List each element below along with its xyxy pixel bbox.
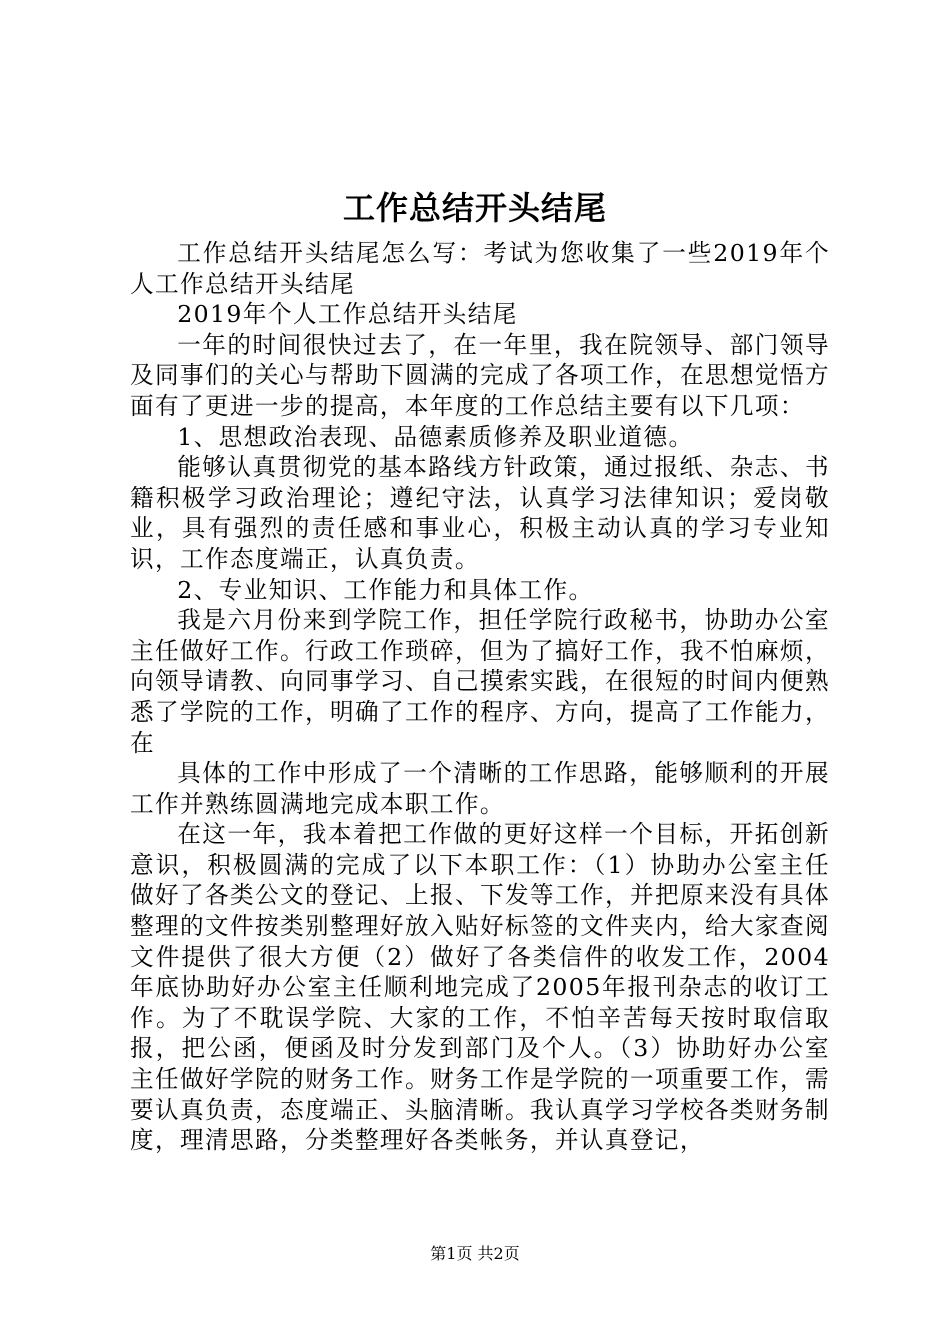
paragraph-intro: 工作总结开头结尾怎么写：考试为您收集了一些2019年个人工作总结开头结尾	[130, 239, 830, 298]
paragraph-heading-1: 1、思想政治表现、品德素质修养及职业道德。	[177, 422, 694, 451]
document-title: 工作总结开头结尾	[342, 189, 607, 227]
paragraph-politics: 能够认真贯彻党的基本路线方针政策，通过报纸、杂志、书籍积极学习政治理论；遵纪守法，认真学习法律知识；爱岗敬业，具有强烈的责任感和事业心，积极主动认真的学习专业知识，工作态度端正，认真负责。	[130, 453, 830, 573]
paragraph-subtitle: 2019年个人工作总结开头结尾	[177, 300, 518, 329]
paragraph-work-start: 我是六月份来到学院工作，担任学院行政秘书，协助办公室主任做好工作。行政工作琐碎，但为了搞好工作，我不怕麻烦，向领导请教、向同事学习、自己摸索实践，在很短的时间内便熟悉了学院的工作，明确了工作的程序、方向，提高了工作能力，在	[130, 606, 830, 757]
paragraph-heading-2: 2、专业知识、工作能力和具体工作。	[177, 575, 594, 604]
paragraph-duties: 在这一年，我本着把工作做的更好这样一个目标，开拓创新意识，积极圆满的完成了以下本职工作：（1）协助办公室主任做好了各类公文的登记、上报、下发等工作，并把原来没有具体整理的文件按类别整理好放入贴好标签的文件夹内，给大家查阅文件提供了很大方便（2）做好了各类信件的收发工作，2004年底协助好办公室主任顺利地完成了2005年报刊杂志的收订工作。为了不耽误学院、大家的工作，不怕辛苦每天按时取信取报，把公函，便函及时分发到部门及个人。（3）协助好办公室主任做好学院的财务工作。财务工作是学院的一项重要工作，需要认真负责，态度端正、头脑清晰。我认真学习学校各类财务制度，理清思路，分类整理好各类帐务，并认真登记，	[130, 820, 830, 1155]
paragraph-opening: 一年的时间很快过去了，在一年里，我在院领导、部门领导及同事们的关心与帮助下圆满的完成了各项工作，在思想觉悟方面有了更进一步的提高，本年度的工作总结主要有以下几项：	[130, 330, 830, 420]
page-footer: 第1页 共2页	[430, 1244, 520, 1263]
document-body	[130, 238, 830, 1156]
paragraph-work-continued: 具体的工作中形成了一个清晰的工作思路，能够顺利的开展工作并熟练圆满地完成本职工作。	[130, 759, 830, 818]
